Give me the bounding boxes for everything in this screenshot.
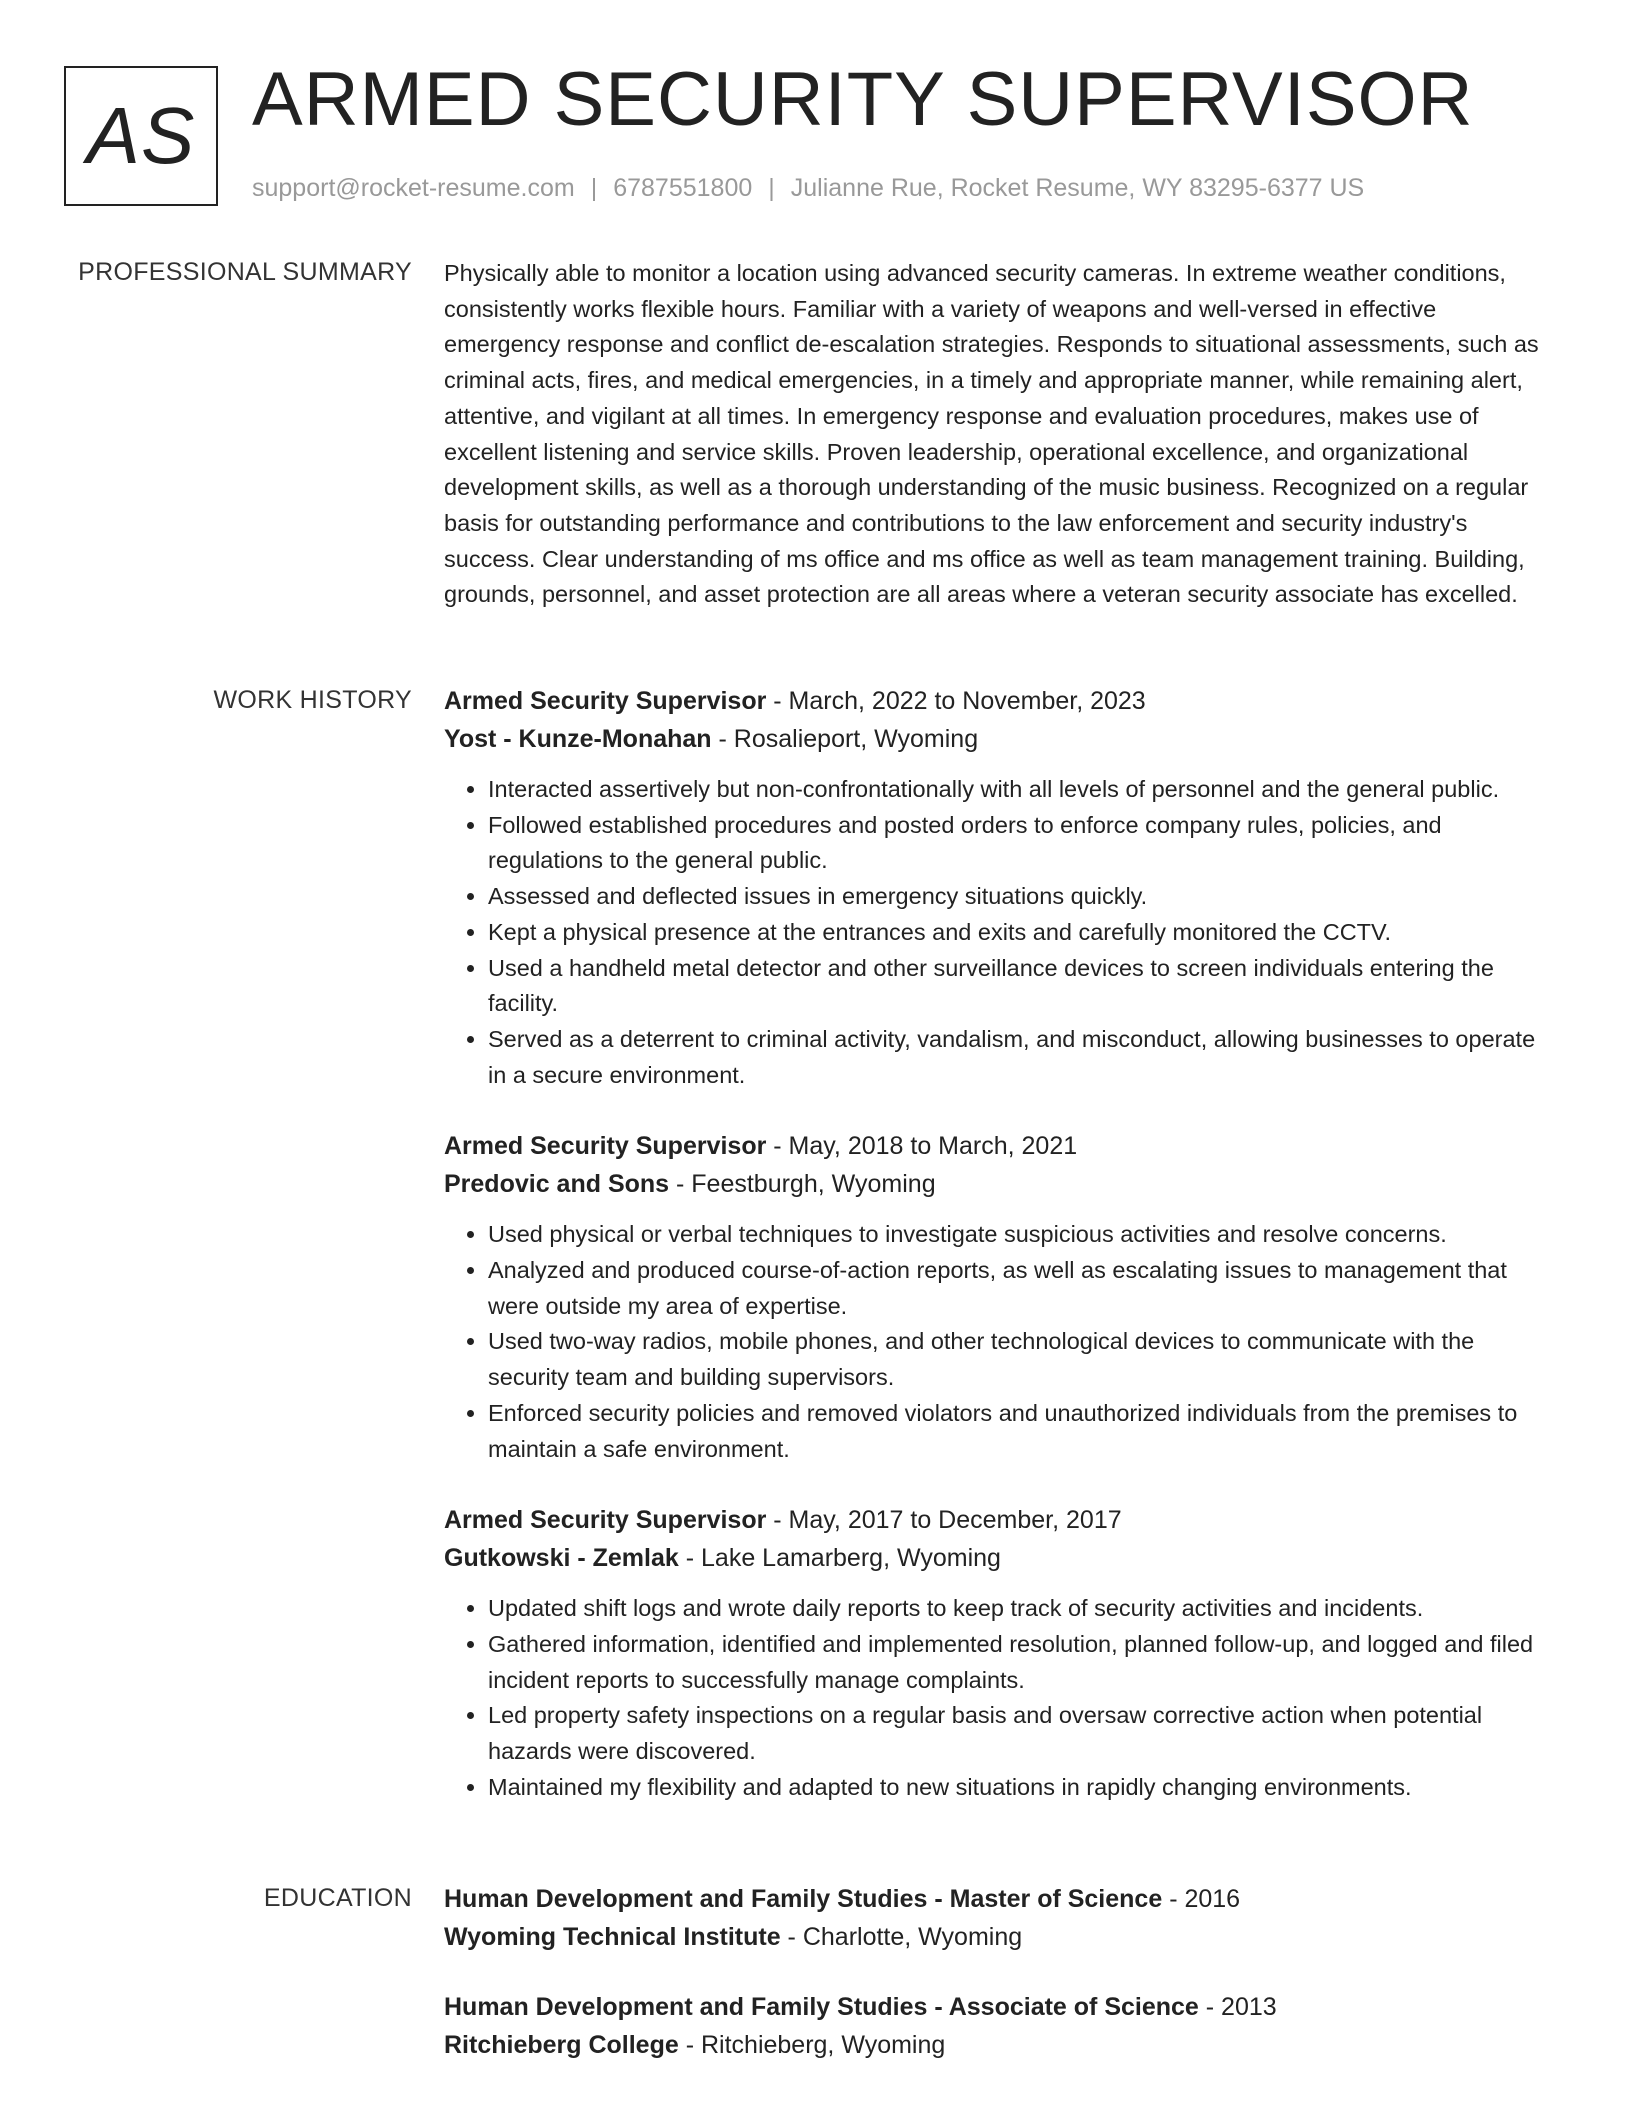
job-title: Armed Security Supervisor xyxy=(444,1506,767,1535)
section-label-work-history: WORK HISTORY xyxy=(213,686,412,714)
job-title-line xyxy=(444,1501,1554,1539)
job-company-line xyxy=(444,1539,1554,1577)
education-entry xyxy=(444,1988,1554,2064)
education-location: - Ritchieberg, Wyoming xyxy=(678,2031,946,2059)
section-label-summary: PROFESSIONAL SUMMARY xyxy=(78,258,412,286)
work-history-section xyxy=(444,682,1554,1805)
job-entry xyxy=(444,682,1554,1093)
job-bullet: • Gathered information, identified and implemented resolution, planned follow-up, and logged and filed incident reports to successfully manage complaints. xyxy=(488,1627,1554,1698)
job-entry xyxy=(444,1127,1554,1467)
job-bullet: • Updated shift logs and wrote daily reports to keep track of security activities and incidents. xyxy=(488,1591,1554,1627)
job-bullet: • Assessed and deflected issues in emergency situations quickly. xyxy=(488,879,1554,915)
job-dates: - May, 2018 to March, 2021 xyxy=(766,1132,1078,1161)
job-company: Yost - Kunze-Monahan xyxy=(444,725,712,753)
education-school-line xyxy=(444,1918,1554,1956)
education-section xyxy=(444,1880,1554,2064)
contact-phone: 6787551800 xyxy=(613,174,753,202)
contact-address: Julianne Rue, Rocket Resume, WY 83295-6377 US xyxy=(790,174,1365,202)
education-school: Wyoming Technical Institute xyxy=(444,1923,781,1951)
job-bullet: • Analyzed and produced course-of-action reports, as well as escalating issues to management that were outside my area of expertise. xyxy=(488,1253,1554,1324)
job-title-line xyxy=(444,1127,1554,1165)
job-location: - Feestburgh, Wyoming xyxy=(669,1170,936,1199)
education-year: - 2016 xyxy=(1162,1885,1241,1913)
job-bullet-list xyxy=(444,772,1554,1093)
contact-separator: | xyxy=(590,174,598,202)
job-title: Armed Security Supervisor xyxy=(444,687,767,715)
section-label-education: EDUCATION xyxy=(263,1884,412,1912)
summary-text: Physically able to monitor a location using advanced security cameras. In extreme weather conditions, consistently works flexible hours. Familiar with a variety of weapons and well-versed in effective emergency response and conflict de-escalation strategies. Responds to situational assessments, such as criminal acts, fires, and medical emergencies, in a timely and appropriate manner, while remaining alert, attentive, and vigilant at all times. In emergency response and evaluation procedures, makes use of excellent listening and service skills. Proven leadership, operational excellence, and organizational development skills, as well as a thorough understanding of the music business. Recognized on a regular basis for outstanding performance and contributions to the law enforcement and security industry's success. Clear understanding of ms office and ms office as well as team management training. Building, grounds, personnel, and asset protection are all areas where a veteran security associate has excelled. xyxy=(444,260,1539,608)
education-school: Ritchieberg College xyxy=(444,2031,679,2059)
job-bullet: • Enforced security policies and removed violators and unauthorized individuals from the premises to maintain a safe environment. xyxy=(488,1396,1554,1467)
education-degree-line xyxy=(444,1988,1554,2026)
job-title-line xyxy=(444,682,1554,720)
job-bullet: • Used a handheld metal detector and other surveillance devices to screen individuals entering the facility. xyxy=(488,951,1554,1022)
education-year: - 2013 xyxy=(1198,1993,1277,2021)
job-bullet: • Interacted assertively but non-confrontationally with all levels of personnel and the general public. xyxy=(488,772,1554,808)
job-entry xyxy=(444,1501,1554,1805)
job-bullet: • Served as a deterrent to criminal activity, vandalism, and misconduct, allowing businesses to operate in a secure environment. xyxy=(488,1022,1554,1093)
job-dates: - March, 2022 to November, 2023 xyxy=(766,687,1146,715)
monogram-text: AS xyxy=(86,91,196,180)
job-bullet: • Used physical or verbal techniques to investigate suspicious activities and resolve concerns. xyxy=(488,1217,1554,1253)
contact-separator: | xyxy=(768,174,775,202)
job-location: - Lake Lamarberg, Wyoming xyxy=(678,1544,1001,1573)
resume-title: ARMED SECURITY SUPERVISOR xyxy=(252,57,1474,142)
education-degree: Human Development and Family Studies - Associate of Science xyxy=(444,1993,1199,2021)
job-bullet: • Used two-way radios, mobile phones, and other technological devices to communicate with the security team and building supervisors. xyxy=(488,1324,1554,1395)
contact-email: support@rocket-resume.com xyxy=(252,174,575,202)
job-bullet: • Led property safety inspections on a regular basis and oversaw corrective action when potential hazards were discovered. xyxy=(488,1698,1554,1769)
job-company-line xyxy=(444,720,1554,758)
job-company-line xyxy=(444,1165,1554,1203)
monogram-badge xyxy=(64,66,218,206)
job-location: - Rosalieport, Wyoming xyxy=(711,725,979,753)
education-location: - Charlotte, Wyoming xyxy=(780,1923,1023,1951)
job-company: Gutkowski - Zemlak xyxy=(444,1544,679,1573)
job-company: Predovic and Sons xyxy=(444,1170,670,1199)
job-bullet: • Kept a physical presence at the entrances and exits and carefully monitored the CCTV. xyxy=(488,915,1554,951)
education-school-line xyxy=(444,2026,1554,2064)
job-dates: - May, 2017 to December, 2017 xyxy=(766,1506,1122,1535)
job-bullet-list xyxy=(444,1217,1554,1467)
summary-section xyxy=(444,256,1554,613)
education-degree-line xyxy=(444,1880,1554,1918)
education-entry xyxy=(444,1880,1554,1956)
job-title: Armed Security Supervisor xyxy=(444,1132,767,1161)
contact-line xyxy=(252,174,1364,203)
education-degree: Human Development and Family Studies - Master of Science xyxy=(444,1885,1163,1913)
job-bullet-list xyxy=(444,1591,1554,1805)
job-bullet: • Followed established procedures and posted orders to enforce company rules, policies, and regulations to the general public. xyxy=(488,808,1554,879)
job-bullet: • Maintained my flexibility and adapted to new situations in rapidly changing environments. xyxy=(488,1770,1554,1806)
